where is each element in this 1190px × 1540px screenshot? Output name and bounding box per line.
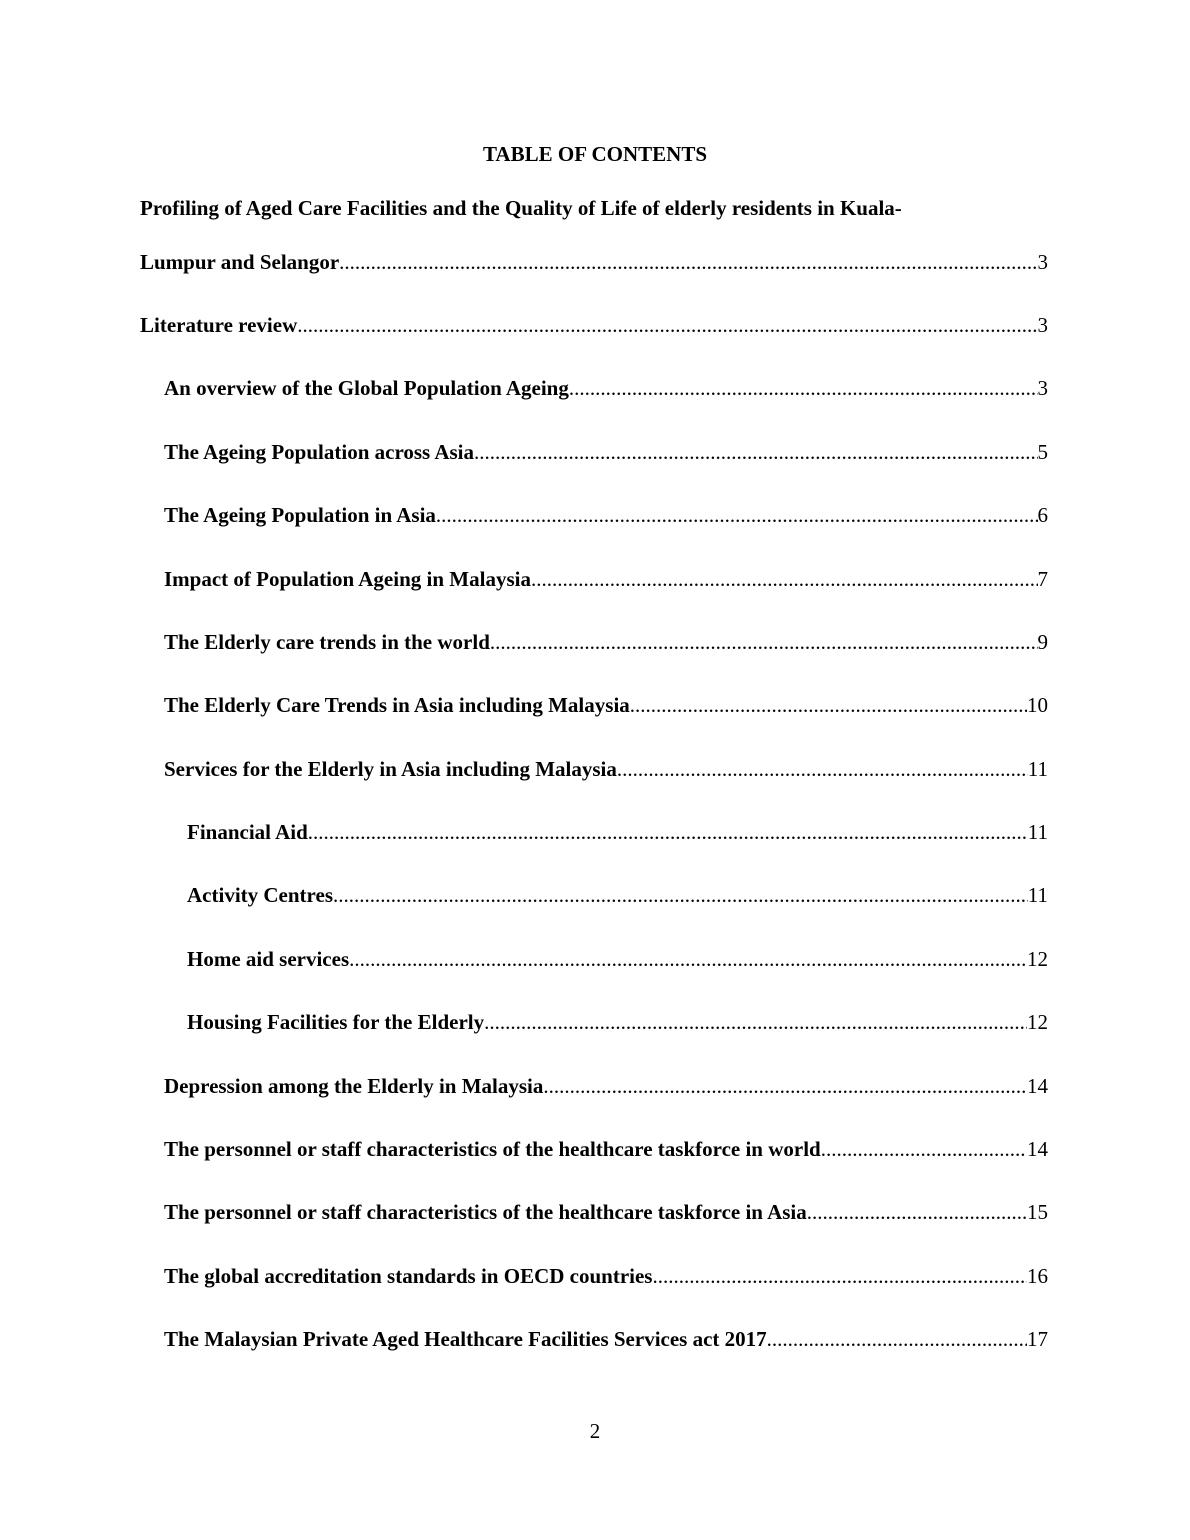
- toc-entry-label: Financial Aid: [187, 820, 308, 844]
- toc-entry-financial-aid[interactable]: [187, 818, 1048, 846]
- toc-entry-ageing-across-asia[interactable]: [164, 438, 1048, 466]
- toc-entry-page: 9: [1037, 630, 1048, 654]
- toc-entry-ageing-in-asia[interactable]: [164, 501, 1048, 529]
- toc-entry-page: 11: [1027, 820, 1048, 844]
- toc-entry-page: 12: [1027, 947, 1048, 971]
- toc-entry-page: 5: [1037, 440, 1048, 464]
- dot-leader: [490, 628, 1038, 656]
- toc-entry-page: 14: [1027, 1137, 1048, 1161]
- dot-leader: [349, 945, 1027, 973]
- toc-entry-services-elderly[interactable]: [164, 755, 1048, 783]
- toc-entry-care-trends-world[interactable]: [164, 628, 1048, 656]
- dot-leader: [436, 501, 1038, 529]
- page-number: 2: [589, 1419, 601, 1443]
- toc-entry-page: 14: [1027, 1074, 1048, 1098]
- dot-leader: [474, 438, 1038, 466]
- toc-entry-impact-malaysia[interactable]: [164, 565, 1048, 593]
- dot-leader: [821, 1135, 1027, 1163]
- toc-entry-home-aid[interactable]: [187, 945, 1048, 973]
- toc-entry-page: 11: [1027, 757, 1048, 781]
- toc-entry-label: The personnel or staff characteristics of the healthcare taskforce in world: [164, 1137, 821, 1161]
- toc-entry-label: An overview of the Global Population Ageing: [164, 376, 569, 400]
- toc-entry-global-population-ageing[interactable]: [164, 374, 1048, 402]
- toc-entry-page: 12: [1027, 1010, 1048, 1034]
- toc-entry-page: 15: [1027, 1200, 1048, 1224]
- toc-entry-page: 7: [1037, 567, 1048, 591]
- dot-leader: [339, 248, 1037, 276]
- toc-entry-housing-facilities[interactable]: [187, 1008, 1048, 1036]
- toc-entry-page: 10: [1027, 693, 1048, 717]
- toc-entry-label: Depression among the Elderly in Malaysia: [164, 1074, 544, 1098]
- toc-entry-label: Housing Facilities for the Elderly: [187, 1010, 485, 1034]
- toc-entry-label: The global accreditation standards in OECD countries: [164, 1264, 653, 1288]
- toc-entry-label: The Elderly care trends in the world: [164, 630, 490, 654]
- toc-entry-label: Services for the Elderly in Asia including Malaysia: [164, 757, 617, 781]
- toc-entry-page: 17: [1027, 1327, 1048, 1351]
- dot-leader: [484, 1008, 1027, 1036]
- toc-entry-staff-asia[interactable]: [164, 1198, 1048, 1226]
- toc-entry-profiling-line1: Profiling of Aged Care Facilities and the Quality of Life of elderly residents in Kuala-: [140, 196, 902, 220]
- dot-leader: [333, 881, 1028, 909]
- toc-entry-label: The Ageing Population in Asia: [164, 503, 436, 527]
- toc-entry-label: Lumpur and Selangor: [140, 250, 340, 274]
- toc-entry-page: 3: [1037, 376, 1048, 400]
- toc-entry-profiling[interactable]: [140, 248, 1048, 276]
- toc-entry-label: Impact of Population Ageing in Malaysia: [164, 567, 531, 591]
- toc-entry-depression[interactable]: [164, 1072, 1048, 1100]
- toc-entry-label: Literature review: [140, 313, 298, 337]
- toc-entry-page: 6: [1037, 503, 1048, 527]
- dot-leader: [807, 1198, 1027, 1226]
- dot-leader: [630, 691, 1027, 719]
- toc-entry-page: 16: [1027, 1264, 1048, 1288]
- dot-leader: [308, 818, 1028, 846]
- dot-leader: [531, 565, 1038, 593]
- toc-entry-literature-review[interactable]: [140, 311, 1048, 339]
- toc-entry-label: The Malaysian Private Aged Healthcare Facilities Services act 2017: [164, 1327, 767, 1351]
- toc-entry-label: The Elderly Care Trends in Asia including Malaysia: [164, 693, 630, 717]
- toc-entry-activity-centres[interactable]: [187, 881, 1048, 909]
- toc-entry-label: The personnel or staff characteristics of the healthcare taskforce in Asia: [164, 1200, 807, 1224]
- toc-entry-label: Activity Centres: [187, 883, 333, 907]
- dot-leader: [617, 755, 1028, 783]
- toc-entry-page: 3: [1037, 313, 1048, 337]
- toc-entry-staff-world[interactable]: [164, 1135, 1048, 1163]
- toc-entry-label: The Ageing Population across Asia: [164, 440, 474, 464]
- toc-entry-malaysian-act-2017[interactable]: [164, 1325, 1048, 1353]
- toc-entry-page: 11: [1027, 883, 1048, 907]
- toc-title: TABLE OF CONTENTS: [482, 142, 708, 166]
- dot-leader: [767, 1325, 1027, 1353]
- dot-leader: [652, 1262, 1027, 1290]
- toc-entry-label: Home aid services: [187, 947, 350, 971]
- dot-leader: [569, 374, 1038, 402]
- toc-entry-page: 3: [1037, 250, 1048, 274]
- dot-leader: [543, 1072, 1027, 1100]
- dot-leader: [297, 311, 1037, 339]
- toc-entry-oecd-standards[interactable]: [164, 1262, 1048, 1290]
- toc-entry-care-trends-asia[interactable]: [164, 691, 1048, 719]
